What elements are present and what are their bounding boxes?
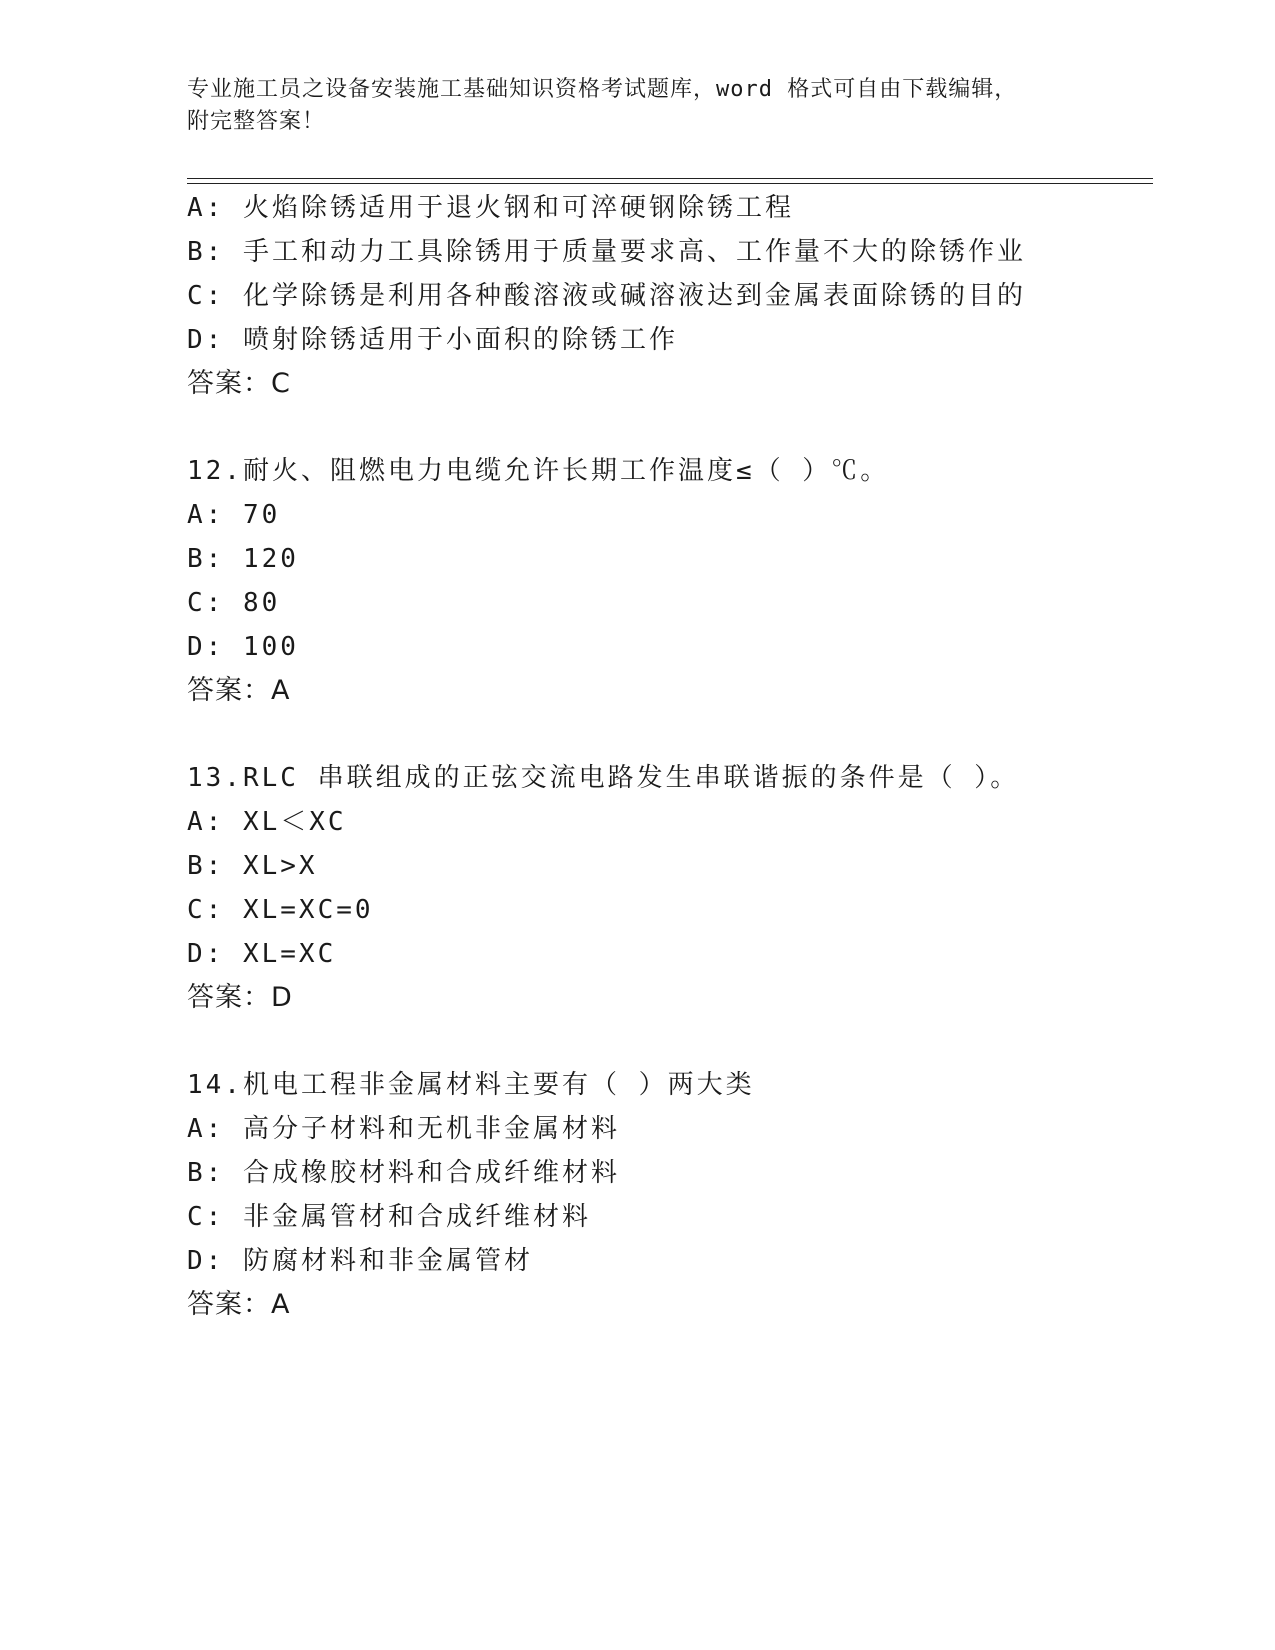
q13-option-a: A: XL＜XC bbox=[187, 807, 347, 837]
q14-question: 14.机电工程非金属材料主要有（ ）两大类 bbox=[187, 1070, 755, 1100]
q11-option-c: C: 化学除锈是利用各种酸溶液或碱溶液达到金属表面除锈的目的 bbox=[187, 281, 1026, 311]
q13-option-b: B: XL>X bbox=[187, 851, 318, 881]
q14-answer: 答案：A bbox=[187, 1289, 291, 1320]
q11-option-d: D: 喷射除锈适用于小面积的除锈工作 bbox=[187, 325, 678, 355]
q13-answer: 答案：D bbox=[187, 982, 293, 1013]
header-rule-bottom bbox=[187, 183, 1153, 184]
q12-answer: 答案：A bbox=[187, 675, 291, 706]
q12-option-c: C: 80 bbox=[187, 588, 281, 618]
q13-option-c: C: XL=XC=0 bbox=[187, 895, 374, 925]
q14-option-b: B: 合成橡胶材料和合成纤维材料 bbox=[187, 1158, 620, 1188]
q13-option-d: D: XL=XC bbox=[187, 939, 337, 969]
q14-option-c: C: 非金属管材和合成纤维材料 bbox=[187, 1202, 591, 1232]
q12-option-d: D: 100 bbox=[187, 632, 299, 662]
q11-option-a: A: 火焰除锈适用于退火钢和可淬硬钢除锈工程 bbox=[187, 193, 794, 223]
q11-answer: 答案：C bbox=[187, 368, 291, 399]
q13-question: 13.RLC 串联组成的正弦交流电路发生串联谐振的条件是（ ）。 bbox=[187, 763, 1020, 793]
q11-option-b: B: 手工和动力工具除锈用于质量要求高、工作量不大的除锈作业 bbox=[187, 237, 1026, 267]
q14-option-d: D: 防腐材料和非金属管材 bbox=[187, 1246, 533, 1276]
q12-question: 12.耐火、阻燃电力电缆允许长期工作温度≤（ ）℃。 bbox=[187, 456, 890, 486]
header-rule-top bbox=[187, 178, 1153, 179]
document-header bbox=[187, 74, 1087, 138]
header-line-2: 附完整答案！ bbox=[187, 109, 326, 134]
q12-option-b: B: 120 bbox=[187, 544, 299, 574]
q14-option-a: A: 高分子材料和无机非金属材料 bbox=[187, 1114, 620, 1144]
header-line-1: 专业施工员之设备安装施工基础知识资格考试题库，word 格式可自由下载编辑， bbox=[187, 77, 1018, 102]
q12-option-a: A: 70 bbox=[187, 500, 281, 530]
